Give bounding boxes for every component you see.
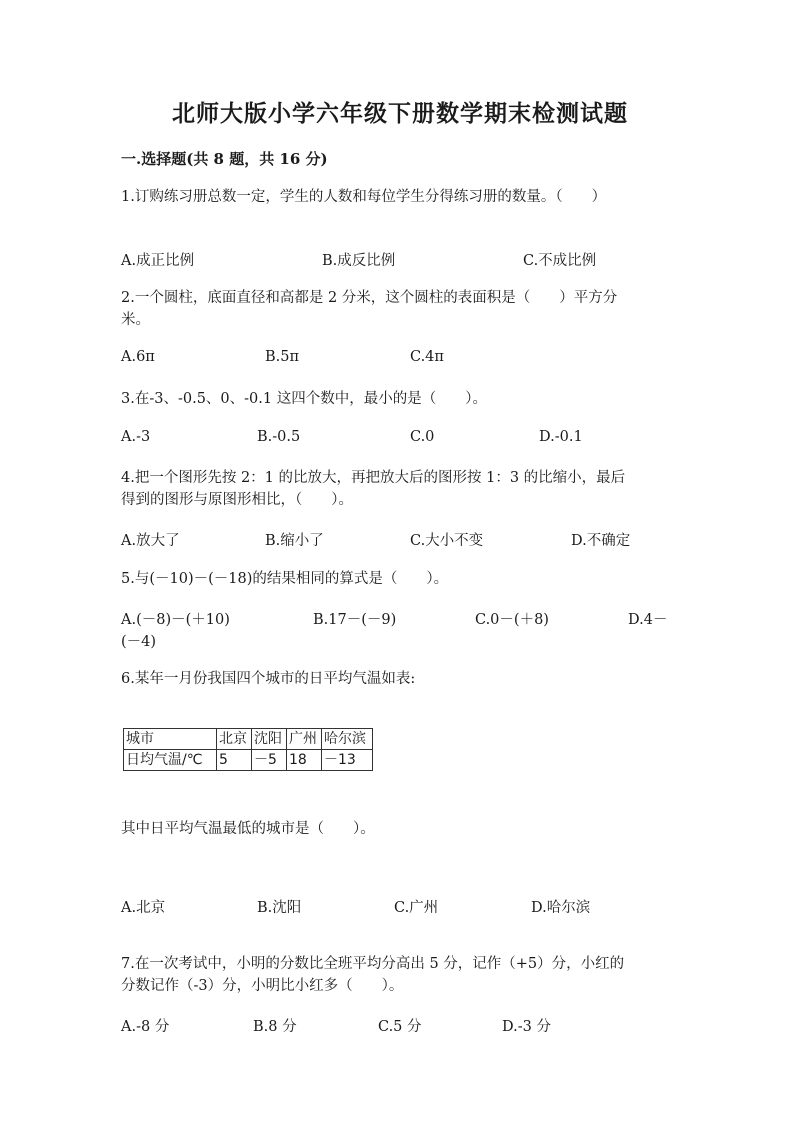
q6-option-c: C.广州 <box>394 900 439 916</box>
question-2-text-line1: 2.一个圆柱，底面直径和高都是 2 分米，这个圆柱的表面积是（ ）平方分 <box>121 290 618 306</box>
question-5-text: 5.与(－10)－(－18)的结果相同的算式是（ ）。 <box>121 571 449 587</box>
q1-option-a: A.成正比例 <box>121 253 195 269</box>
question-4-text-line2: 得到的图形与原图形相比，（ ）。 <box>121 492 353 508</box>
question-6-text: 6.某年一月份我国四个城市的日平均气温如表: <box>121 671 416 687</box>
q1-option-c: C.不成比例 <box>523 253 597 269</box>
table-cell: 广州 <box>287 729 322 750</box>
q6-option-d: D.哈尔滨 <box>531 900 591 916</box>
q5-option-a: A.(－8)－(＋10) <box>121 612 230 628</box>
q2-option-a: A.6π <box>121 349 155 365</box>
q4-option-a: A.放大了 <box>121 533 180 549</box>
q4-option-d: D.不确定 <box>571 533 631 549</box>
table-cell: 18 <box>287 750 322 771</box>
question-7-text-line2: 分数记作（-3）分，小明比小红多（ ）。 <box>121 978 404 994</box>
q6-option-b: B.沈阳 <box>257 900 302 916</box>
q3-option-c: C.0 <box>410 429 435 445</box>
table-cell: 北京 <box>217 729 252 750</box>
table-cell: 5 <box>217 750 252 771</box>
q7-option-a: A.-8 分 <box>121 1019 170 1035</box>
q2-option-b: B.5π <box>265 349 300 365</box>
q5-option-d: D.4－ <box>628 612 668 628</box>
temperature-table <box>123 728 373 771</box>
table-row <box>124 729 373 750</box>
q3-option-b: B.-0.5 <box>257 429 301 445</box>
q7-option-d: D.-3 分 <box>502 1019 551 1035</box>
q5-option-c: C.0－(＋8) <box>475 612 549 628</box>
q5-option-d-continued: (－4) <box>121 634 157 650</box>
section-heading: 一.选择题(共 8 题，共 16 分) <box>121 150 328 168</box>
question-1-text: 1.订购练习册总数一定，学生的人数和每位学生分得练习册的数量。（ ） <box>121 189 607 205</box>
q4-option-c: C.大小不变 <box>410 533 484 549</box>
question-6-followup: 其中日平均气温最低的城市是（ ）。 <box>121 821 375 837</box>
q7-option-b: B.8 分 <box>253 1019 297 1035</box>
table-cell: 沈阳 <box>252 729 287 750</box>
page-title: 北师大版小学六年级下册数学期末检测试题 <box>172 100 628 127</box>
q4-option-b: B.缩小了 <box>265 533 324 549</box>
q6-option-a: A.北京 <box>121 900 166 916</box>
q7-option-c: C.5 分 <box>378 1019 422 1035</box>
q3-option-a: A.-3 <box>121 429 151 445</box>
table-cell: －13 <box>322 750 373 771</box>
table-row <box>124 750 373 771</box>
q3-option-d: D.-0.1 <box>539 429 583 445</box>
question-2-text-line2: 米。 <box>121 312 150 328</box>
question-4-text-line1: 4.把一个图形先按 2：1 的比放大，再把放大后的图形按 1：3 的比缩小，最后 <box>121 470 626 486</box>
q1-option-b: B.成反比例 <box>322 253 396 269</box>
table-cell: 哈尔滨 <box>322 729 373 750</box>
question-3-text: 3.在-3、-0.5、0、-0.1 这四个数中，最小的是（ ）。 <box>121 391 487 407</box>
q5-option-b: B.17－(－9) <box>313 612 397 628</box>
table-cell: 日均气温/℃ <box>124 750 217 771</box>
q2-option-c: C.4π <box>410 349 444 365</box>
table-cell: －5 <box>252 750 287 771</box>
table-cell: 城市 <box>124 729 217 750</box>
question-7-text-line1: 7.在一次考试中，小明的分数比全班平均分高出 5 分，记作（+5）分，小红的 <box>121 956 625 972</box>
